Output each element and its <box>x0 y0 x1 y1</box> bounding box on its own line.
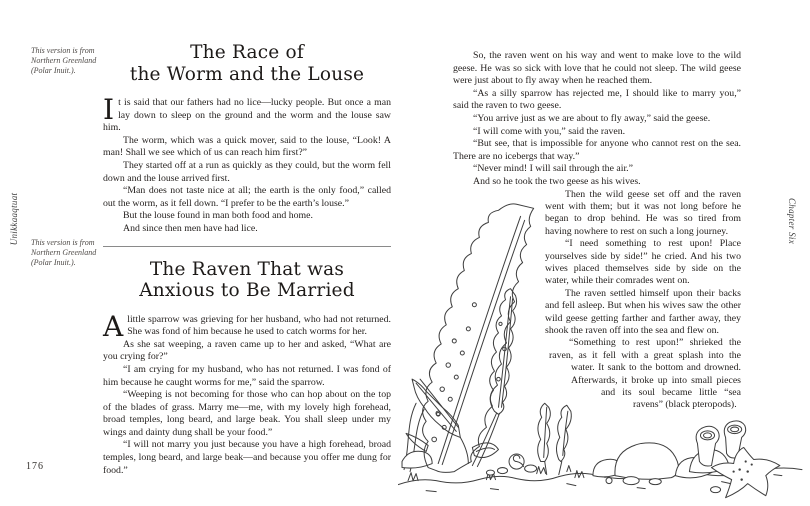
kelp-midrib <box>438 216 524 464</box>
drop-cap-letter: I <box>103 93 115 126</box>
story2-paragraph: “Weeping is not becoming for those who can hop about on the top of the blades of grass. Marry me—me, with my lovely high forehead, broad temples, long beard, and large beak. You shall sleep under my wings and dainty dung shall be your food.” <box>103 389 391 438</box>
story2-final-text: “Something to rest upon!” shrieked the raven, as it fell with a great splash into the water. It sank to the bottom and drowned. Afterwards, it broke up into small pieces and its soul became little “sea ravens” (black pteropods). <box>549 337 741 411</box>
story1-paragraph: But the louse found in man both food and home. <box>123 210 313 222</box>
story1-paragraph: “Man does not taste nice at all; the earth is the only food,” called out the worm, as it fell down. “I prefer to be the earth’s louse.” <box>103 185 391 209</box>
margin-note-story1: This version is from Northern Greenland (Polar Inuit.). <box>31 46 97 75</box>
story1-opening-paragraph <box>103 93 391 135</box>
story1-title-line1: The Race of <box>190 42 304 63</box>
story2-paragraph: “But see, that is impossible for anyone who cannot rest on the sea. There are no icebergs that way.” <box>453 138 741 162</box>
rock-large <box>615 443 679 479</box>
running-head-chapter: Chapter Six <box>787 197 797 245</box>
story2-title-line2: Anxious to Be Married <box>139 280 355 302</box>
story2-title-line1: The Raven That was <box>149 258 345 280</box>
story2-paragraph: “I will not marry you just because you have a high forehead, broad temples, long beard, and large beak—and because you offer me dung for food.” <box>103 439 391 476</box>
drop-cap-letter: A <box>103 309 124 343</box>
story2-opening-paragraph <box>103 309 391 343</box>
pebble <box>649 479 661 485</box>
story2-paragraph: The raven settled himself upon their backs and fell asleep. But when his wives saw the other wild geese getting farther and farther away, they shook the raven off into the sea and flew on. <box>545 287 741 336</box>
margin-note-story2: This version is from Northern Greenland (Polar Inuit.). <box>31 238 97 267</box>
grass-tuft <box>408 471 609 481</box>
story2-paragraph: “I am crying for my husband, who has not returned. I was fond of him because he caught worms for me,” said the sparrow. <box>103 363 391 388</box>
kelp-stem <box>545 462 562 475</box>
grass-tuft <box>537 466 571 474</box>
story2-paragraph: “Never mind! I will sail through the air.” <box>473 163 633 175</box>
story2-paragraph: “I need something to rest upon! Place yourselves side by side!” he cried. And his two wives placed themselves side by side on the water, while their comrades went on. <box>545 238 741 287</box>
story2-paragraph: “As a silly sparrow has rejected me, I should like to marry you,” said the raven to two geese. <box>453 87 741 112</box>
kelp-seafloor-illustration <box>398 198 810 506</box>
story1-paragraph: The worm, which was a quick mover, said to the louse, “Look! A man! Shall we see which of us can reach him first?” <box>103 134 391 159</box>
kelp-blade-mid <box>556 405 571 461</box>
story2-paragraph: “You arrive just as we are about to fly away,” said the geese. <box>473 112 711 124</box>
running-head-book-title: Unikkaaqtuat <box>9 192 19 246</box>
story2-paragraph: So, the raven went on his way and went to make love to the wild geese. He was so sick with love that he could not sleep. The wild geese were just about to fly away when he reached them. <box>453 50 741 87</box>
pebble <box>525 465 537 472</box>
kelp-blade-leaning <box>412 379 460 437</box>
pebble <box>497 468 507 474</box>
story1-title <box>103 42 391 85</box>
page-number: 176 <box>26 461 44 472</box>
story2-paragraph: Then the wild geese set off and the raven went with them; but it was not long before he began to drop behind. He was so tired from having nowhere to rest on such a long journey. <box>545 188 741 237</box>
pebble <box>486 470 494 475</box>
pebble <box>711 487 721 493</box>
story2-paragraph: “I will come with you,” said the raven. <box>473 125 626 137</box>
story1-paragraph: And since then men have had lice. <box>123 222 258 234</box>
story2-opening-text: little sparrow was grieving for her husband, who had not returned. She was fond of him because he used to catch worms for her. <box>127 313 391 338</box>
story-divider-rule <box>103 246 391 247</box>
story2-paragraph: As she sat weeping, a raven came up to her and asked, “What are you crying for?” <box>103 338 391 363</box>
story2-paragraph: And so he took the two geese as his wives. <box>473 175 641 187</box>
pebble <box>623 477 639 485</box>
kelp-stem <box>460 437 468 463</box>
left-page-text-column <box>103 42 391 477</box>
story1-title-line2: the Worm and the Louse <box>129 63 365 85</box>
kelp-stem <box>472 413 499 466</box>
story1-paragraph: They started off at a run as quickly as they could, but the worm fell down and the louse arrived first. <box>103 159 391 184</box>
pebble <box>606 478 612 484</box>
story2-title <box>103 259 391 302</box>
kelp-bladders <box>432 303 477 442</box>
story1-opening-text: t is said that our fathers had no lice—lucky people. But once a man lay down to sleep on the ground and the worm and the louse saw him. <box>103 97 391 134</box>
kelp-blade-large <box>423 204 534 473</box>
